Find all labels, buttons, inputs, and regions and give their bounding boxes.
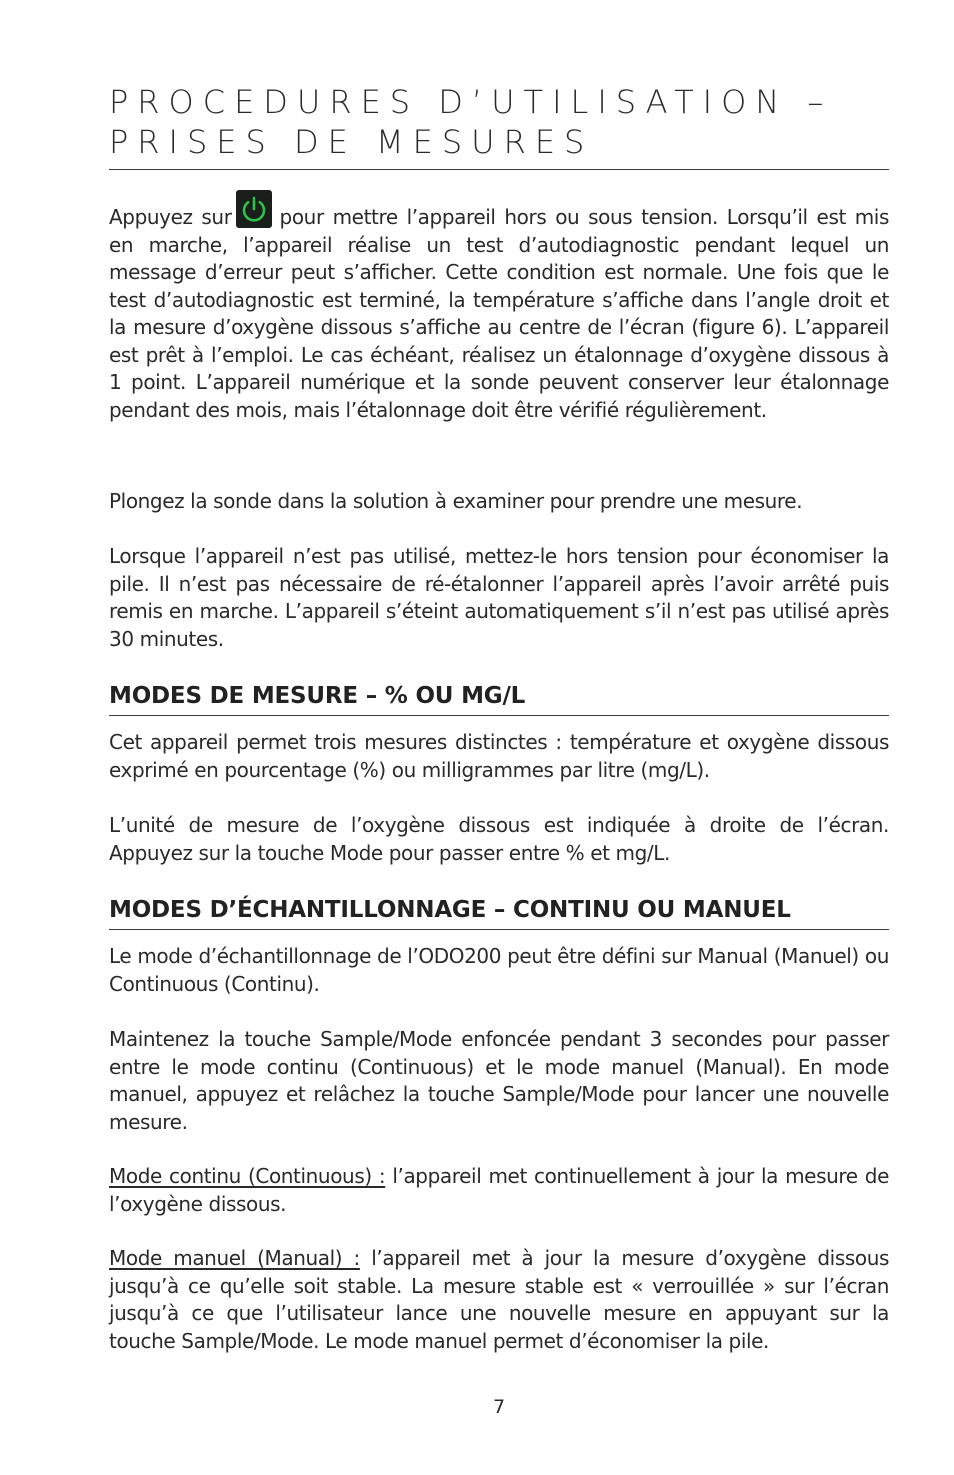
section-divider: [109, 929, 889, 930]
immerse-paragraph: Plongez la sonde dans la solution à examiner pour prendre une mesure.: [109, 489, 803, 513]
page-number: 7: [492, 1396, 506, 1418]
title-divider: [109, 169, 889, 170]
page-title-line-1: PROCEDURES D’UTILISATION –: [109, 83, 833, 121]
section-heading-measure-modes: MODES DE MESURE – % OU MG/L: [109, 683, 526, 709]
section-heading-sampling-modes: MODES D’ÉCHANTILLONNAGE – CONTINU OU MANUEL: [109, 897, 791, 923]
power-icon: [236, 190, 272, 228]
manual-mode-paragraph: [109, 1245, 889, 1355]
section-divider: [109, 715, 889, 716]
manual-mode-label: Mode manuel (Manual) :: [109, 1246, 360, 1270]
page-title-line-2: PRISES DE MESURES: [109, 123, 594, 161]
page-title: [109, 82, 889, 162]
measure-modes-paragraph-2: L’unité de mesure de l’oxygène dissous est indiquée à droite de l’écran. Appuyez sur la touche Mode pour passer entre % et mg/L.: [109, 813, 889, 865]
intro-text: pour mettre l’appareil hors ou sous tension. Lorsqu’il est mis en marche, l’appareil réalise un test d’autodiagnostic pendant lequel un message d’erreur peut s’afficher. Cette condition est normale. Une fois que le test d’autodiagnostic est terminé, la température s’affiche dans l’angle droit et la mesure d’oxygène dissous s’affiche au centre de l’écran (figure 6). L’appareil est prêt à l’emploi. Le cas échéant, réalisez un étalonnage d’oxygène dissous à 1 point. L’appareil numérique et la sonde peuvent conserver leur étalonnage pendant des mois, mais l’étalonnage doit être vérifié régulièrement.: [109, 205, 889, 422]
continuous-mode-text: l’appareil met continuellement à jour la mesure de l’oxygène dissous.: [109, 1164, 889, 1216]
power-off-paragraph: Lorsque l’appareil n’est pas utilisé, mettez-le hors tension pour économiser la pile. Il n’est pas nécessaire de ré-étalonner l’appareil après l’avoir arrêté puis remis en marche. L’appareil s’éteint automatiquement s’il n’est pas utilisé après 30 minutes.: [109, 544, 889, 651]
intro-paragraph: [109, 190, 889, 424]
manual-mode-text: l’appareil met à jour la mesure d’oxygène dissous jusqu’à ce qu’elle soit stable. La mesure stable est « verrouillée » sur l’écran jusqu’à ce que l’utilisateur lance une nouvelle mesure en appuyant sur la touche Sample/Mode. Le mode manuel permet d’économiser la pile.: [109, 1246, 889, 1353]
sampling-modes-paragraph-2: Maintenez la touche Sample/Mode enfoncée pendant 3 secondes pour passer entre le mode continu (Continuous) et le mode manuel (Manual). En mode manuel, appuyez et relâchez la touche Sample/Mode pour lancer une nouvelle mesure.: [109, 1027, 889, 1134]
continuous-mode-label: Mode continu (Continuous) :: [109, 1164, 386, 1188]
measure-modes-paragraph-1: Cet appareil permet trois mesures distinctes : température et oxygène dissous exprimé en pourcentage (%) ou milligrammes par litre (mg/L).: [109, 730, 889, 782]
intro-lead: Appuyez sur: [109, 205, 232, 229]
continuous-mode-paragraph: [109, 1163, 889, 1218]
sampling-modes-paragraph-1: Le mode d’échantillonnage de l’ODO200 peut être défini sur Manual (Manuel) ou Continuous (Continu).: [109, 944, 889, 996]
